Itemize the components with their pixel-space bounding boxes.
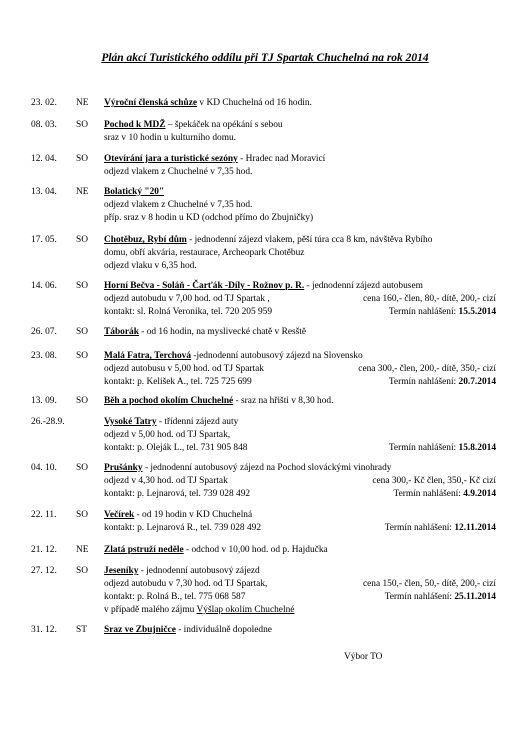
event-headline — [104, 280, 484, 293]
deadline-date: 20.7.2014 — [458, 377, 496, 387]
deadline-date: 15.8.2014 — [458, 443, 496, 453]
event-description: -jednodenní autobusový zájezd na Slovensko — [191, 351, 363, 361]
event-detail-line — [104, 578, 496, 591]
event-detail-line — [104, 132, 484, 145]
event-date: 08. 03. — [31, 120, 57, 130]
event-date: 17. 05. — [31, 235, 57, 245]
event-title: Sraz ve Zbujničce — [104, 625, 176, 635]
event-detail-line — [104, 293, 496, 306]
event-date: 27. 12. — [31, 566, 57, 576]
alternative-event: Výšlap okolím Chuchelné — [196, 605, 295, 615]
event-detail-line — [104, 475, 496, 488]
event-detail-text: kontakt: p. Lejnarová R., tel. 739 028 492 — [104, 523, 262, 533]
event-day: NE — [76, 545, 89, 555]
event-body — [104, 416, 496, 455]
event-detail-line — [104, 442, 496, 455]
event-detail-text: domu, obří akvária, restaurace, Archeopark Chotěbuz — [104, 248, 305, 258]
event-day: SO — [76, 327, 88, 337]
event-description: - jednodenní zájezd autobusem — [304, 281, 423, 291]
event-description: - jednodenní zájezd vlakem, pěší túra cca 8 km, návštěva Rybího — [186, 235, 433, 245]
event-detail-text: odjezd autobudu v 7,30 hod. od TJ Spartak, — [104, 579, 268, 589]
event-title: Výroční členská schůze — [104, 98, 198, 108]
event-detail-text: odjezd autobudu v 7,00 hod. od TJ Spartak , — [104, 294, 270, 304]
event-detail-line — [104, 522, 496, 535]
event-title: Večírek — [104, 510, 135, 520]
event-headline — [104, 416, 484, 429]
event-headline — [104, 326, 484, 339]
right-text: cena 300,- člen, 200,- dítě, 350,- cizí — [358, 364, 496, 374]
event-title: Jeseníky — [104, 566, 139, 576]
event-date: 26. 07. — [31, 327, 57, 337]
event-detail-text: odjezd vlaku v 6,35 hod. — [104, 261, 197, 271]
right-text: cena 160,- člen, 80,- dítě, 200,- cizí — [362, 294, 496, 304]
event-detail-text: kontakt: sl. Rolná Veronika, tel. 720 205 959 — [104, 307, 273, 317]
event-detail-line — [104, 363, 496, 376]
event-body — [104, 462, 496, 501]
event-detail-text: kontakt: p. Rolná B., tel. 775 068 587 — [104, 592, 246, 602]
event-detail-line — [104, 260, 484, 273]
alternative-prefix: v případě malého zájmu — [104, 605, 197, 615]
event-body — [104, 509, 496, 535]
event-day: SO — [76, 566, 88, 576]
event-detail-text: kontakt: p. Oleják L., tel. 731 905 848 — [104, 443, 248, 453]
event-body — [104, 395, 484, 408]
deadline-date: 12.11.2014 — [454, 523, 496, 533]
event-description: - od 16 hodin, na myslivecké chatě v Resště — [138, 327, 307, 337]
event-day: SO — [76, 154, 88, 164]
event-title: Bolatický "20" — [104, 187, 165, 197]
event-detail-line — [104, 199, 484, 212]
event-detail-text: odjezd v 4,30 hod. od TJ Spartak — [104, 476, 228, 486]
event-body — [104, 153, 484, 179]
event-alternative-line — [104, 604, 484, 617]
event-headline — [104, 186, 484, 199]
registration-deadline — [385, 522, 496, 535]
event-title: Horní Bečva - Soláň - Čarťák -Díly - Rožnov p. R. — [104, 281, 305, 291]
event-description: v KD Chuchelná od 16 hodin. — [197, 98, 312, 108]
event-body — [104, 624, 484, 637]
price-info — [363, 578, 496, 591]
event-title: Táborák — [104, 327, 139, 337]
event-title: Zlatá pstruží neděle — [104, 545, 184, 555]
event-date: 26.-28.9. — [31, 417, 65, 427]
event-detail-line — [104, 166, 484, 179]
registration-deadline — [389, 306, 496, 319]
event-description: - třídenní zájezd auty — [156, 417, 239, 427]
right-text: Termín nahlášení: — [384, 592, 455, 602]
event-headline — [104, 97, 484, 110]
event-date: 13. 04. — [31, 187, 57, 197]
right-text: cena 300,- Kč člen, 350,- Kč cizí — [372, 476, 496, 486]
event-headline — [104, 462, 484, 475]
event-day: NE — [76, 187, 89, 197]
event-day: ST — [76, 625, 87, 635]
event-date: 13. 09. — [31, 396, 57, 406]
event-body — [104, 186, 484, 225]
event-body — [104, 326, 484, 339]
event-description: – špekáček na opékání s sebou — [165, 120, 283, 130]
signature: Výbor TO — [344, 652, 383, 662]
event-day: SO — [76, 510, 88, 520]
event-description: - odchod v 10,00 hod. od p. Hajdučka — [183, 545, 328, 555]
registration-deadline — [389, 442, 496, 455]
registration-deadline — [385, 591, 496, 604]
event-detail-text: odjezd autobusu v 5,00 hod. od TJ Spartak — [104, 364, 264, 374]
event-date: 31. 12. — [31, 625, 57, 635]
deadline-date: 15.5.2014 — [458, 307, 496, 317]
event-headline — [104, 234, 484, 247]
event-headline — [104, 350, 484, 363]
event-body — [104, 280, 496, 319]
right-text: Termín nahlášení: — [388, 443, 459, 453]
event-detail-text: odjezd v 5,00 hod. od TJ Spartak, — [104, 430, 231, 440]
event-day: SO — [76, 463, 88, 473]
event-day: SO — [76, 351, 88, 361]
price-info — [363, 293, 496, 306]
event-date: 21. 12. — [31, 545, 57, 555]
event-title: Běh a pochod okolím Chuchelné — [104, 396, 234, 406]
event-headline — [104, 565, 484, 578]
event-description: - Hradec nad Moravicí — [237, 154, 326, 164]
event-title: Otevírání jara a turistické sezóny — [104, 154, 238, 164]
event-detail-text: odjezd vlakem z Chuchelné v 7,35 hod. — [104, 167, 253, 177]
event-description: - od 19 hodin v KD Chuchelná — [134, 510, 253, 520]
event-description: - individuálně dopoledne — [175, 625, 272, 635]
price-info — [372, 475, 496, 488]
event-title: Pochod k MDŽ — [104, 120, 166, 130]
event-detail-text: kontakt: p. Lejnarová, tel. 739 028 492 — [104, 489, 251, 499]
event-date: 04. 10. — [31, 463, 57, 473]
event-body — [104, 119, 484, 145]
event-detail-text: kontakt: p. Kelíšek A., tel. 725 725 699 — [104, 377, 252, 387]
event-day: NE — [76, 98, 89, 108]
event-date: 23. 02. — [31, 98, 57, 108]
event-headline — [104, 119, 484, 132]
event-title: Chotěbuz, Rybí dům — [104, 235, 187, 245]
event-detail-line — [104, 429, 484, 442]
event-detail-text: příp. sraz v 8 hodin u KD (odchod přímo do Zbujničky) — [104, 213, 314, 223]
event-body — [104, 544, 484, 557]
event-description: - jednodenní autobusový zájezd — [138, 566, 260, 576]
registration-deadline — [389, 376, 496, 389]
right-text: Termín nahlášení: — [393, 489, 464, 499]
event-detail-text: sraz v 10 hodin u kulturního domu. — [104, 133, 237, 143]
event-title: Malá Fatra, Terchová — [104, 351, 192, 361]
event-date: 23. 08. — [31, 351, 57, 361]
event-detail-line — [104, 376, 496, 389]
event-body — [104, 234, 484, 273]
event-detail-text: odjezd vlakem z Chuchelné v 7,35 hod. — [104, 200, 253, 210]
price-info — [358, 363, 496, 376]
event-day: SO — [76, 396, 88, 406]
event-detail-line — [104, 488, 496, 501]
event-day: SO — [76, 235, 88, 245]
event-body — [104, 97, 484, 110]
event-headline — [104, 509, 484, 522]
event-date: 22. 11. — [31, 510, 57, 520]
event-description: - jednodenní autobusový zájezd na Pochod slováckými vinohrady — [142, 463, 392, 473]
registration-deadline — [394, 488, 496, 501]
page-title: Plán akcí Turistického oddílu při TJ Spartak Chuchelná na rok 2014 — [101, 52, 429, 64]
event-date: 14. 06. — [31, 281, 57, 291]
event-detail-line — [104, 247, 484, 260]
event-headline — [104, 395, 484, 408]
event-date: 12. 04. — [31, 154, 57, 164]
event-description: - sraz na hřišti v 8,30 hod. — [233, 396, 334, 406]
event-body — [104, 350, 496, 389]
event-body — [104, 565, 496, 617]
event-headline — [104, 624, 484, 637]
event-headline — [104, 153, 484, 166]
event-headline — [104, 544, 484, 557]
event-detail-line — [104, 591, 496, 604]
event-title: Vysoké Tatry — [104, 417, 157, 427]
right-text: Termín nahlášení: — [388, 307, 459, 317]
event-detail-line — [104, 306, 496, 319]
right-text: Termín nahlášení: — [388, 377, 459, 387]
event-day: SO — [76, 120, 88, 130]
right-text: cena 150,- člen, 50,- dítě, 200,- cizí — [362, 579, 496, 589]
event-detail-line — [104, 212, 484, 225]
deadline-date: 4.9.2014 — [463, 489, 496, 499]
right-text: Termín nahlášení: — [384, 523, 455, 533]
event-title: Prušánky — [104, 463, 143, 473]
event-day: SO — [76, 281, 88, 291]
deadline-date: 25.11.2014 — [454, 592, 496, 602]
